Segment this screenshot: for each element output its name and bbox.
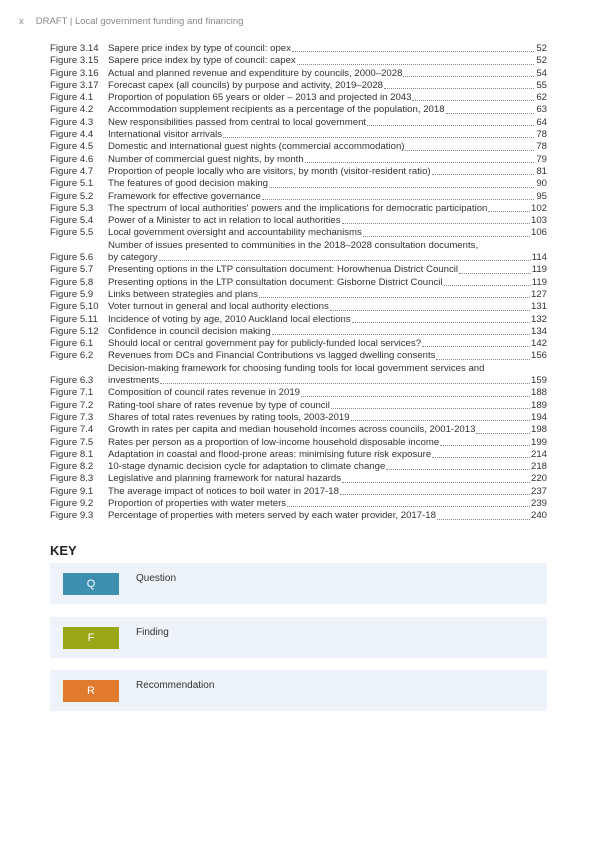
dot-leader bbox=[160, 383, 530, 384]
figure-title: Power of a Minister to act in relation to local authorities bbox=[108, 215, 341, 227]
page-ref: 78 bbox=[536, 141, 547, 153]
dot-leader bbox=[367, 125, 534, 126]
dot-leader bbox=[223, 137, 534, 138]
dot-leader bbox=[437, 519, 530, 520]
toc-entry bbox=[50, 400, 547, 412]
figure-number: Figure 9.1 bbox=[50, 485, 94, 497]
dot-leader bbox=[262, 199, 534, 200]
figure-number: Figure 5.6 bbox=[50, 252, 94, 264]
toc-entry bbox=[50, 178, 547, 190]
figure-title: Presenting options in the LTP consultation document: Horowhenua District Council bbox=[108, 264, 459, 276]
toc-entry bbox=[50, 117, 547, 129]
dot-leader bbox=[272, 334, 530, 335]
toc-entry bbox=[50, 203, 547, 215]
page-ref: 214 bbox=[530, 448, 547, 460]
toc-entry bbox=[50, 412, 547, 424]
toc-entry bbox=[50, 43, 547, 55]
toc-entry bbox=[50, 227, 547, 239]
figure-title: Legislative and planning framework for natural hazards bbox=[108, 473, 342, 485]
figure-number: Figure 9.2 bbox=[50, 497, 94, 509]
toc-entry bbox=[50, 424, 547, 436]
key-heading: KEY bbox=[50, 543, 77, 558]
page-ref: 54 bbox=[536, 67, 547, 79]
finding-badge: F bbox=[63, 627, 119, 649]
toc-entry bbox=[50, 387, 547, 399]
key-item-finding bbox=[50, 617, 547, 658]
figure-number: Figure 9.3 bbox=[50, 510, 94, 522]
figure-number: Figure 5.10 bbox=[50, 301, 99, 313]
figure-number: Figure 7.1 bbox=[50, 387, 94, 399]
page-ref: 131 bbox=[530, 301, 547, 313]
toc-entry bbox=[50, 55, 547, 67]
page-ref: 90 bbox=[536, 178, 547, 190]
dot-leader bbox=[403, 76, 534, 77]
figure-number: Figure 5.9 bbox=[50, 288, 94, 300]
dot-leader bbox=[305, 162, 534, 163]
figure-title: Sapere price index by type of council: opex bbox=[108, 43, 291, 54]
figure-title: Number of commercial guest nights, by month bbox=[108, 153, 304, 165]
toc-entry bbox=[50, 240, 547, 265]
page-ref: 220 bbox=[530, 473, 547, 485]
dot-leader bbox=[476, 433, 530, 434]
figure-number: Figure 4.6 bbox=[50, 153, 94, 165]
figure-title: International visitor arrivals bbox=[108, 129, 223, 141]
figure-number: Figure 5.7 bbox=[50, 264, 94, 276]
toc-entry bbox=[50, 301, 547, 313]
figure-title: Accommodation supplement recipients as a percentage of the population, 2018 bbox=[108, 104, 445, 116]
figure-number: Figure 8.1 bbox=[50, 448, 94, 460]
figure-number: Figure 3.15 bbox=[50, 55, 99, 67]
figure-number: Figure 5.3 bbox=[50, 202, 94, 214]
figure-title: The average impact of notices to boil water in 2017-18 bbox=[108, 485, 339, 497]
figure-number: Figure 5.8 bbox=[50, 276, 94, 288]
figure-title: 10-stage dynamic decision cycle for adaptation to climate change bbox=[108, 461, 386, 473]
toc-entry bbox=[50, 350, 547, 362]
toc-entry bbox=[50, 363, 547, 388]
key-item-question bbox=[50, 563, 547, 604]
dot-leader bbox=[342, 482, 530, 483]
toc-entry bbox=[50, 277, 547, 289]
dot-leader bbox=[340, 494, 530, 495]
figure-number: Figure 7.3 bbox=[50, 411, 94, 423]
page-ref: 119 bbox=[531, 276, 547, 288]
dot-leader bbox=[488, 211, 530, 212]
figure-number: Figure 5.12 bbox=[50, 325, 99, 337]
figure-title: by category bbox=[108, 252, 158, 264]
figure-title: Revenues from DCs and Financial Contributions vs lagged dwelling consents bbox=[108, 350, 436, 362]
page-ref: 52 bbox=[536, 55, 547, 67]
figure-title: Proportion of population 65 years or older – 2013 and projected in 2043 bbox=[108, 92, 412, 104]
page-ref: 239 bbox=[530, 497, 547, 509]
figure-number: Figure 5.5 bbox=[50, 227, 94, 239]
toc-entry bbox=[50, 129, 547, 141]
figure-number: Figure 3.17 bbox=[50, 79, 99, 91]
figure-number: Figure 8.2 bbox=[50, 461, 94, 473]
dot-leader bbox=[444, 285, 531, 286]
list-of-figures bbox=[50, 43, 547, 523]
figure-number: Figure 4.4 bbox=[50, 129, 94, 141]
figure-title: The features of good decision making bbox=[108, 178, 268, 190]
figure-title: Proportion of people locally who are visitors, by month (visitor-resident ratio) bbox=[108, 165, 431, 177]
figure-number: Figure 3.16 bbox=[50, 67, 99, 79]
page-ref: 194 bbox=[530, 411, 547, 423]
dot-leader bbox=[287, 506, 530, 507]
figure-number: Figure 6.1 bbox=[50, 338, 94, 350]
toc-entry bbox=[50, 437, 547, 449]
page-ref: 132 bbox=[530, 313, 547, 325]
toc-entry bbox=[50, 154, 547, 166]
page-ref: 55 bbox=[536, 79, 547, 91]
dot-leader bbox=[446, 113, 534, 114]
page-header bbox=[19, 16, 243, 27]
figure-title: Sapere price index by type of council: capex bbox=[108, 55, 296, 67]
figure-title: Adaptation in coastal and flood-prone areas: minimising future risk exposure bbox=[108, 448, 432, 460]
figure-title: Shares of total rates revenues by rating tools, 2003-2019 bbox=[108, 411, 350, 423]
page-ref: 81 bbox=[536, 165, 547, 177]
page-ref: 119 bbox=[531, 264, 547, 276]
dot-leader bbox=[363, 236, 530, 237]
key-item-recommendation bbox=[50, 670, 547, 711]
page-ref: 189 bbox=[530, 399, 547, 411]
page-ref: 63 bbox=[536, 104, 547, 116]
page-ref: 237 bbox=[530, 485, 547, 497]
figure-number: Figure 8.3 bbox=[50, 473, 94, 485]
page-ref: 64 bbox=[536, 116, 547, 128]
figure-title: Rating-tool share of rates revenue by type of council bbox=[108, 399, 330, 411]
dot-leader bbox=[301, 396, 530, 397]
dot-leader bbox=[292, 51, 534, 52]
page-ref: 127 bbox=[530, 288, 547, 300]
page-number: x bbox=[19, 16, 24, 27]
page-ref: 159 bbox=[530, 375, 547, 387]
page-ref: 188 bbox=[530, 387, 547, 399]
dot-leader bbox=[384, 88, 534, 89]
toc-entry bbox=[50, 338, 547, 350]
dot-leader bbox=[330, 310, 530, 311]
page-ref: 114 bbox=[531, 252, 547, 264]
dot-leader bbox=[432, 457, 530, 458]
figure-number: Figure 5.4 bbox=[50, 215, 94, 227]
page-ref: 156 bbox=[530, 350, 547, 362]
toc-entry bbox=[50, 141, 547, 153]
figure-title: Should local or central government pay for publicly-funded local services? bbox=[108, 338, 422, 350]
figure-title: Presenting options in the LTP consultation document: Gisborne District Council bbox=[108, 276, 443, 288]
dot-leader bbox=[386, 469, 530, 470]
dot-leader bbox=[159, 260, 531, 261]
dot-leader bbox=[352, 322, 530, 323]
figure-title: Proportion of properties with water meters bbox=[108, 497, 287, 509]
figure-number: Figure 7.5 bbox=[50, 436, 94, 448]
dot-leader bbox=[269, 187, 534, 188]
dot-leader bbox=[459, 273, 531, 274]
toc-entry bbox=[50, 68, 547, 80]
figure-number: Figure 6.3 bbox=[50, 375, 94, 387]
page-ref: 79 bbox=[536, 153, 547, 165]
toc-entry bbox=[50, 473, 547, 485]
figure-title: Domestic and international guest nights (commercial accommodation) bbox=[108, 141, 405, 153]
dot-leader bbox=[436, 359, 530, 360]
figure-number: Figure 5.11 bbox=[50, 313, 98, 325]
toc-entry bbox=[50, 449, 547, 461]
figure-title: Links between strategies and plans bbox=[108, 288, 258, 300]
question-badge: Q bbox=[63, 573, 119, 595]
page-ref: 106 bbox=[530, 227, 547, 239]
figure-title-line: Number of issues presented to communities in the 2018–2028 consultation documents, bbox=[108, 239, 479, 251]
figure-title-line: Decision-making framework for choosing funding tools for local government services and bbox=[108, 362, 485, 374]
page-ref: 142 bbox=[530, 338, 547, 350]
figure-number: Figure 4.1 bbox=[50, 92, 94, 104]
question-label: Question bbox=[136, 573, 177, 584]
figure-title: Rates per person as a proportion of low-income household disposable income bbox=[108, 436, 440, 448]
recommendation-label: Recommendation bbox=[136, 680, 215, 691]
toc-entry bbox=[50, 80, 547, 92]
figure-number: Figure 4.2 bbox=[50, 104, 94, 116]
toc-entry bbox=[50, 314, 547, 326]
recommendation-badge: R bbox=[63, 680, 119, 702]
toc-entry bbox=[50, 486, 547, 498]
figure-number: Figure 5.1 bbox=[50, 178, 94, 190]
page-ref: 134 bbox=[530, 325, 547, 337]
dot-leader bbox=[405, 150, 534, 151]
figure-title: investments bbox=[108, 375, 160, 387]
figure-title: Growth in rates per capita and median household incomes across councils, 2001-2013 bbox=[108, 424, 476, 436]
figure-number: Figure 4.7 bbox=[50, 165, 94, 177]
page-ref: 218 bbox=[530, 461, 547, 473]
figure-number: Figure 3.14 bbox=[50, 43, 99, 54]
page-ref: 62 bbox=[536, 92, 547, 104]
running-title: DRAFT | Local government funding and financing bbox=[35, 16, 244, 27]
figure-number: Figure 7.4 bbox=[50, 424, 94, 436]
dot-leader bbox=[259, 297, 530, 298]
page-ref: 52 bbox=[536, 43, 547, 54]
figure-title: Framework for effective governance bbox=[108, 190, 261, 202]
figure-title: New responsibilities passed from central to local government bbox=[108, 116, 367, 128]
page-ref: 95 bbox=[536, 190, 547, 202]
figure-title: Incidence of voting by age, 2010 Auckland local elections bbox=[108, 313, 351, 325]
toc-entry bbox=[50, 289, 547, 301]
page-ref: 102 bbox=[530, 202, 547, 214]
page-ref: 240 bbox=[530, 510, 547, 522]
toc-entry bbox=[50, 326, 547, 338]
figure-title: Voter turnout in general and local authority elections bbox=[108, 301, 329, 313]
figure-number: Figure 7.2 bbox=[50, 399, 94, 411]
toc-entry bbox=[50, 191, 547, 203]
dot-leader bbox=[412, 100, 534, 101]
dot-leader bbox=[342, 223, 530, 224]
figure-title: Percentage of properties with meters served by each water provider, 2017-18 bbox=[108, 510, 436, 522]
page-ref: 198 bbox=[530, 424, 547, 436]
figure-title: Actual and planned revenue and expenditure by councils, 2000–2028 bbox=[108, 67, 403, 79]
page-ref: 103 bbox=[530, 215, 547, 227]
toc-entry bbox=[50, 498, 547, 510]
toc-entry bbox=[50, 215, 547, 227]
figure-title: Confidence in council decision making bbox=[108, 325, 271, 337]
figure-title: Local government oversight and accountability mechanisms bbox=[108, 227, 362, 239]
figure-number: Figure 5.2 bbox=[50, 190, 94, 202]
toc-entry bbox=[50, 461, 547, 473]
figure-number: Figure 4.3 bbox=[50, 116, 94, 128]
dot-leader bbox=[331, 408, 530, 409]
figure-title: Forecast capex (all councils) by purpose and activity, 2019–2028 bbox=[108, 79, 383, 91]
toc-entry bbox=[50, 92, 547, 104]
toc-entry bbox=[50, 510, 547, 522]
toc-entry bbox=[50, 104, 547, 116]
finding-label: Finding bbox=[136, 627, 169, 638]
figure-number: Figure 6.2 bbox=[50, 350, 94, 362]
figure-title: Composition of council rates revenue in 2019 bbox=[108, 387, 300, 399]
figure-title: The spectrum of local authorities' powers and the implications for democratic participation bbox=[108, 202, 488, 214]
dot-leader bbox=[297, 64, 534, 65]
dot-leader bbox=[440, 445, 530, 446]
toc-entry bbox=[50, 264, 547, 276]
figure-number: Figure 4.5 bbox=[50, 141, 94, 153]
toc-entry bbox=[50, 166, 547, 178]
page-ref: 78 bbox=[536, 129, 547, 141]
dot-leader bbox=[432, 174, 534, 175]
page-ref: 199 bbox=[530, 436, 547, 448]
dot-leader bbox=[422, 346, 530, 347]
dot-leader bbox=[351, 420, 530, 421]
